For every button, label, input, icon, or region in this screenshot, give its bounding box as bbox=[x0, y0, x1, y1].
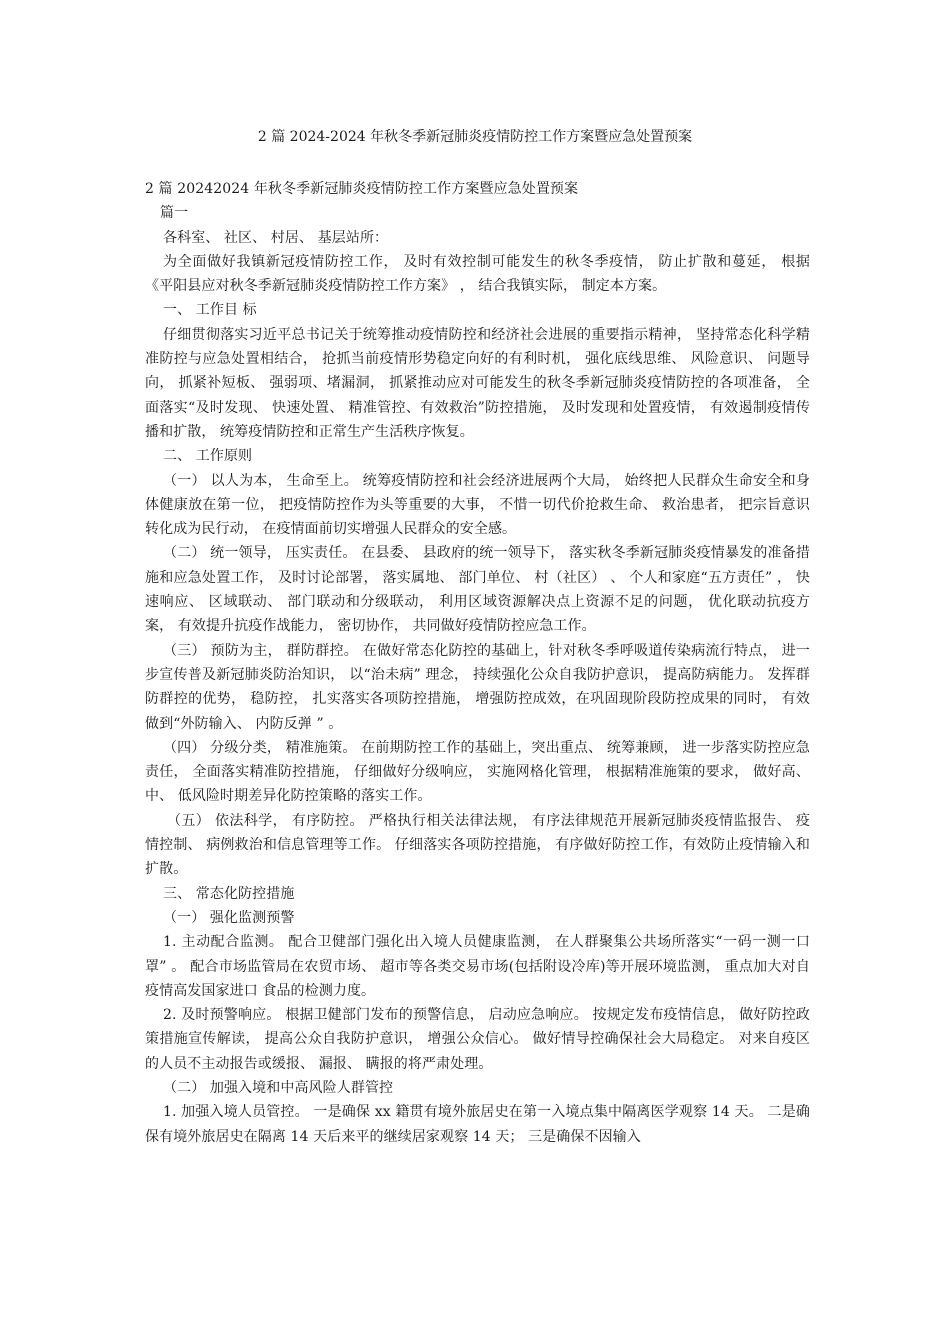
paragraph: （三） 预防为主， 群防群控。 在做好常态化防控的基础上，针对秋冬季呼吸道传染病流行特点， 进一步宣传普及新冠肺炎防治知识， 以“治未病” 理念， 持续强化公众自我防护意识， 提高防病能力。 发挥群防群控的优势， 稳防控， 扎实落实各项防控措施， 增强防控成效，在巩固现阶段防控成果的同时， 有效做到“外防输入、 内防反弹 ” 。 bbox=[145, 642, 810, 732]
paragraph: （二） 统一领导， 压实责任。 在县委、 县政府的统一领导下， 落实秋冬季新冠肺炎疫情暴发的准备措施和应急处置工作， 及时讨论部署， 落实属地、 部门单位、 村（社区） 、 个人和家庭“五方责任” ， 快速响应、 区域联动、 部门联动和分级联动， 利用区域资源解决点上资源不足的问题， 优化联动抗疫方案， 有效提升抗疫作战能力， 密切协作， 共同做好疫情防控应急工作。 bbox=[145, 545, 810, 635]
subsection-heading: （一） 强化监测预警 bbox=[163, 909, 295, 926]
document-subtitle: 2 篇 20242024 年秋冬季新冠肺炎疫情防控工作方案暨应急处置预案 bbox=[145, 181, 579, 197]
paragraph: 2. 及时预警响应。 根据卫健部门发布的预警信息， 启动应急响应。 按规定发布疫情信息， 做好防控政策措施宣传解读， 提高公众自我防护意识， 增强公众信心。 做好情导控确保社会大局稳定。 对来自疫区的人员不主动报告或缓报、 漏报、 瞒报的将严肃处理。 bbox=[145, 1007, 810, 1072]
paragraph: 1. 主动配合监测。 配合卫健部门强化出入境人员健康监测， 在人群聚集公共场所落实“一码一测一口 罩” 。 配合市场监管局在农贸市场、 超市等各类交易市场(包括附设冷库)等开展环境监测， 重点加大对自疫情高发国家进口 食品的检测力度。 bbox=[145, 934, 810, 999]
section-heading: 一、 工作目 标 bbox=[163, 302, 257, 319]
paragraph: 仔细贯彻落实习近平总书记关于统筹推动疫情防控和经济社会进展的重要指示精神， 坚持常态化科学精准防控与应急处置相结合， 抢抓当前疫情形势稳定向好的有利时机， 强化底线思维、 风险意识、 问题导向， 抓紧补短板、 强弱项、堵漏洞， 抓紧推动应对可能发生的秋冬季新冠肺炎疫情防控的各项准备， 全面落实“及时发现、 快速处置、 精准管控、有效救治”防控措施， 及时发现和处置疫情， 有效遏制疫情传播和扩散， 统筹疫情防控和正常生产生活秩序恢复。 bbox=[145, 326, 810, 440]
paragraph: （一） 以人为本， 生命至上。 统筹疫情防控和社会经济进展两个大局， 始终把人民群众生命安全和身体健康放在第一位， 把疫情防控作为头等重要的大事， 不惜一切代价抢救生命、 救治患者， 把宗旨意识转化成为民行动， 在疫情面前切实增强人民群众的安全感。 bbox=[145, 472, 810, 538]
subsection-heading: （二） 加强入境和中高风险人群管控 bbox=[163, 1079, 394, 1096]
section-heading: 三、 常态化防控措施 bbox=[163, 885, 295, 902]
paragraph: 1. 加强入境人员管控。 一是确保 xx 籍贯有境外旅居史在第一入境点集中隔离医学观察 14 天。 二是确保有境外旅居史在隔离 14 天后来平的继续居家观察 14 天； 三是确保不因输入 bbox=[145, 1104, 810, 1145]
paragraph: （四） 分级分类， 精准施策。 在前期防控工作的基础上，突出重点、 统筹兼顾， 进一步落实防控应急责任， 全面落实精准防控措施， 仔细做好分级响应， 实施网格化管理， 根据精准施策的要求， 做好高、 中、 低风险时期差异化防控策略的落实工作。 bbox=[145, 739, 810, 805]
section-label: 篇一 bbox=[160, 205, 189, 222]
document-body bbox=[145, 177, 810, 1149]
section-heading: 二、 工作原则 bbox=[163, 448, 253, 465]
document-title: 2 篇 2024-2024 年秋冬季新冠肺炎疫情防控工作方案暨应急处置预案 bbox=[257, 129, 693, 145]
paragraph: 为全面做好我镇新冠疫情防控工作， 及时有效控制可能发生的秋冬季疫情， 防止扩散和蔓延， 根据《平阳县应对秋冬季新冠肺炎疫情防控工作方案》 ， 结合我镇实际， 制定本方案。 bbox=[145, 253, 810, 295]
salutation: 各科室、 社区、 村居、 基层站所： bbox=[163, 229, 389, 246]
paragraph: （五） 依法科学， 有序防控。 严格执行相关法律法规， 有序法律规范开展新冠肺炎疫情监报告、 疫情控制、 病例救治和信息管理等工作。 仔细落实各项防控措施， 有序做好防控工作，有效防止疫情输入和扩散。 bbox=[145, 812, 810, 878]
